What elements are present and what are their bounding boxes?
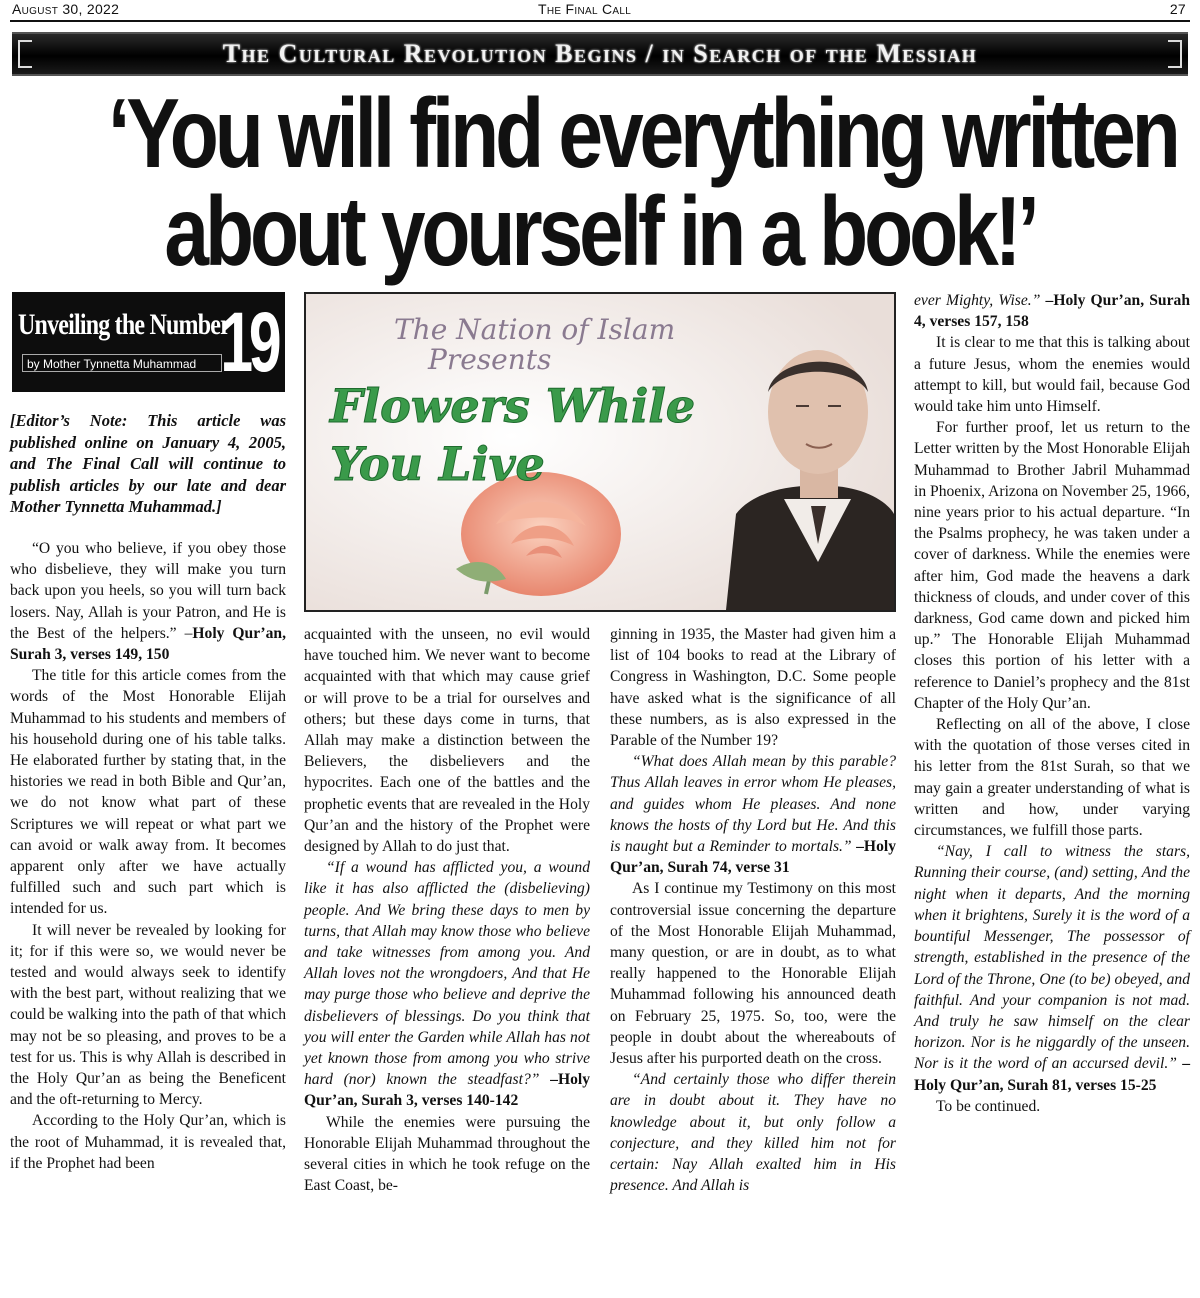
- photo-text-line-1: The Nation of Islam: [394, 313, 676, 346]
- section-banner-text: The Cultural Revolution Begins / in Search of the Messiah: [222, 39, 978, 68]
- col4-quote-citation: –Holy Qur’an, Surah 81, verses 15-25: [914, 1055, 1190, 1094]
- col4-quote-end-citation: –Holy Qur’an, Surah 4, verses 157, 158: [914, 292, 1190, 331]
- col1-paragraph-2: The title for this article comes from the words of the Most Honorable Elijah Muhammad to his students and members of his household during one of his table talks. He elaborated further by stating that, in the histories we read in both Bible and Qur’an, we do not know what part of these Scriptures we will repeat or what part we can avoid or walk away from. It becomes apparent only after we have actually fulfilled such and such part which is intended for us.: [10, 667, 286, 918]
- page-number: 27: [1169, 1, 1186, 17]
- col4-quote-end-text: ever Mighty, Wise.”: [914, 292, 1041, 309]
- photo-illustration: [306, 294, 894, 610]
- col1-quote-citation: Holy Qur’an, Surah 3, verses 149, 150: [10, 624, 286, 663]
- col3-quote-2: “And certainly those who differ therein are in doubt about it. They have no knowledge about it, but only follow a conjecture, and they killed him not for certain: Nay Allah exalted him in His presence. And Allah is: [610, 1071, 896, 1195]
- editors-note: [Editor’s Note: This article was published online on January 4, 2005, and The Final Call will continue to publish articles by our late and dear Mother Tynnetta Muhammad.]: [10, 411, 286, 517]
- col3-quote-1-text: “What does Allah mean by this parable? Thus Allah leaves in error whom He pleases, and guides whom He pleases. And none knows the hosts of thy Lord but He. And this is naught but a Reminder to mortals.”: [610, 753, 896, 856]
- banner-ornament-right-icon: [1168, 40, 1182, 68]
- column-3: [610, 624, 896, 1196]
- col3-quote-1: [610, 751, 896, 878]
- series-logo-byline: by Mother Tynnetta Muhammad: [22, 354, 222, 372]
- col4-paragraph-2: For further proof, let us return to the Letter written by the Most Honorable Elijah Muhammad to Brother Jabril Muhammad in Phoenix, Arizona on November 25, 1966, nine years prior to his actual departure. “In the Psalms prophecy, he was taken under a cover of darkness. While the enemies were after him, God made the heavens a dark thickness of clouds, and under cover of this darkness, God came down and picked him up.” The Honorable Elijah Muhammad closes this portion of his letter with a reference to Daniel’s prophecy and the 81st Chapter of the Holy Qur’an.: [914, 419, 1190, 712]
- column-1: [10, 410, 286, 1174]
- col3-paragraph-1: ginning in 1935, the Master had given him a list of 104 books to read at the Library of Congress in Washington, D.C. Some people have asked what is the significance of all these numbers, as is also expressed in the Parable of the Number 19?: [610, 626, 896, 750]
- col4-quote-end: [914, 290, 1190, 332]
- col1-paragraph-1: [10, 538, 286, 665]
- col1-quote-text: “O you who believe, if you obey those who disbelieve, they will make you turn back upon you heels, so you will turn back losers. Nay, Allah is your Patron, and He is the Best of the helpers.” –: [10, 539, 286, 642]
- col1-paragraph-4: According to the Holy Qur’an, which is the root of Muhammad, it is revealed that, if the Prophet had been: [10, 1112, 286, 1172]
- series-logo: [12, 292, 285, 392]
- photo-text-line-4: You Live: [330, 437, 545, 491]
- newspaper-name: The Final Call: [538, 1, 632, 17]
- col2-quote-citation: –Holy Qur’an, Surah 3, verses 140-142: [304, 1071, 590, 1110]
- series-logo-number: 19: [219, 295, 277, 389]
- col4-quote-text: “Nay, I call to witness the stars, Running their course, (and) setting, And the night when it departs, And the morning when it brightens, Surely it is the word of a bountiful Messenger, The possessor of strength, established in the presence of the Lord of the Throne, One (to be) obeyed, and faithful. And your companion is not mad. And truly he saw himself on the clear horizon. Nor is he niggardly of the unseen. Nor is it the word of an accursed devil.”: [914, 843, 1190, 1073]
- series-logo-title: Unveiling the Number: [18, 308, 230, 341]
- col1-paragraph-3: It will never be revealed by looking for it; for if this were so, we would never be tested and would always seek to identify with the best part, without realizing that we could be walking into the path of that which may not be so pleasing, and proves to be a test for us. This is why Allah is described in the Holy Qur’an as being the Beneficent and the oft-returning to Mercy.: [10, 921, 286, 1109]
- headline-line-1: ‘You will find everything written: [108, 78, 1177, 188]
- col2-quote: [304, 857, 590, 1111]
- col4-closing: To be continued.: [936, 1097, 1041, 1115]
- col4-paragraph-1: It is clear to me that this is talking about a future Jesus, whom the enemies would attempt to kill, but would fail, because God would take him unto Himself.: [914, 334, 1190, 416]
- photo-text-line-2: Presents: [428, 343, 552, 376]
- col4-paragraph-3: Reflecting on all of the above, I close with the quotation of those verses cited in his letter from the 81st Surah, so that we may gain a greater understanding of what is written and how, under varying circumstances, we fulfill those parts.: [914, 716, 1190, 840]
- photo-text-line-3: Flowers While: [330, 379, 696, 433]
- col2-paragraph-1: acquainted with the unseen, no evil would have touched him. We never want to become acquainted with that which may cause grief or will prove to be a trial for ourselves and others; but these days come in turns, that Allah may make a distinction between the Believers, the disbelievers and the hypocrites. Each one of the battles and the prophetic events that are revealed in the Holy Qur’an and the history of the Prophet were designed by Allah to do just that.: [304, 626, 590, 856]
- col3-quote-1-citation: –Holy Qur’an, Surah 74, verse 31: [610, 838, 896, 877]
- banner-ornament-left-icon: [18, 40, 32, 68]
- col4-quote: [914, 841, 1190, 1095]
- section-banner: [12, 32, 1188, 76]
- headline-line-2: about yourself in a book!’: [164, 176, 1036, 286]
- article-photo: [304, 292, 896, 612]
- issue-date: August 30, 2022: [12, 1, 120, 17]
- folio-line: [0, 0, 1200, 20]
- folio-rule: [10, 20, 1190, 22]
- col2-paragraph-2: While the enemies were pursuing the Honorable Elijah Muhammad throughout the several cities in which he took refuge on the East Coast, be-: [304, 1113, 590, 1195]
- col3-paragraph-2: As I continue my Testimony on this most controversial issue concerning the departure of the Most Honorable Elijah Muhammad, many question, or are in doubt, as to what really happened to the Honorable Elijah Muhammad following his announced death on February 25, 1975. So, too, were the people in doubt about the whereabouts of Jesus after his purported death on the cross.: [610, 880, 896, 1068]
- column-2: [304, 624, 590, 1196]
- col2-quote-text: “If a wound has afflicted you, a wound like it has also afflicted the (disbelieving) people. And We bring these days to men by turns, that Allah may know those who believe and take witnesses from among you. And Allah loves not the wrongdoers, And that He may purge those who believe and deprive the disbelievers of blessings. Do you think that you will enter the Garden while Allah has not yet known those from among you who strive hard (nor) known the steadfast?”: [304, 859, 590, 1089]
- column-4: [914, 290, 1190, 1117]
- headline: [108, 78, 1177, 286]
